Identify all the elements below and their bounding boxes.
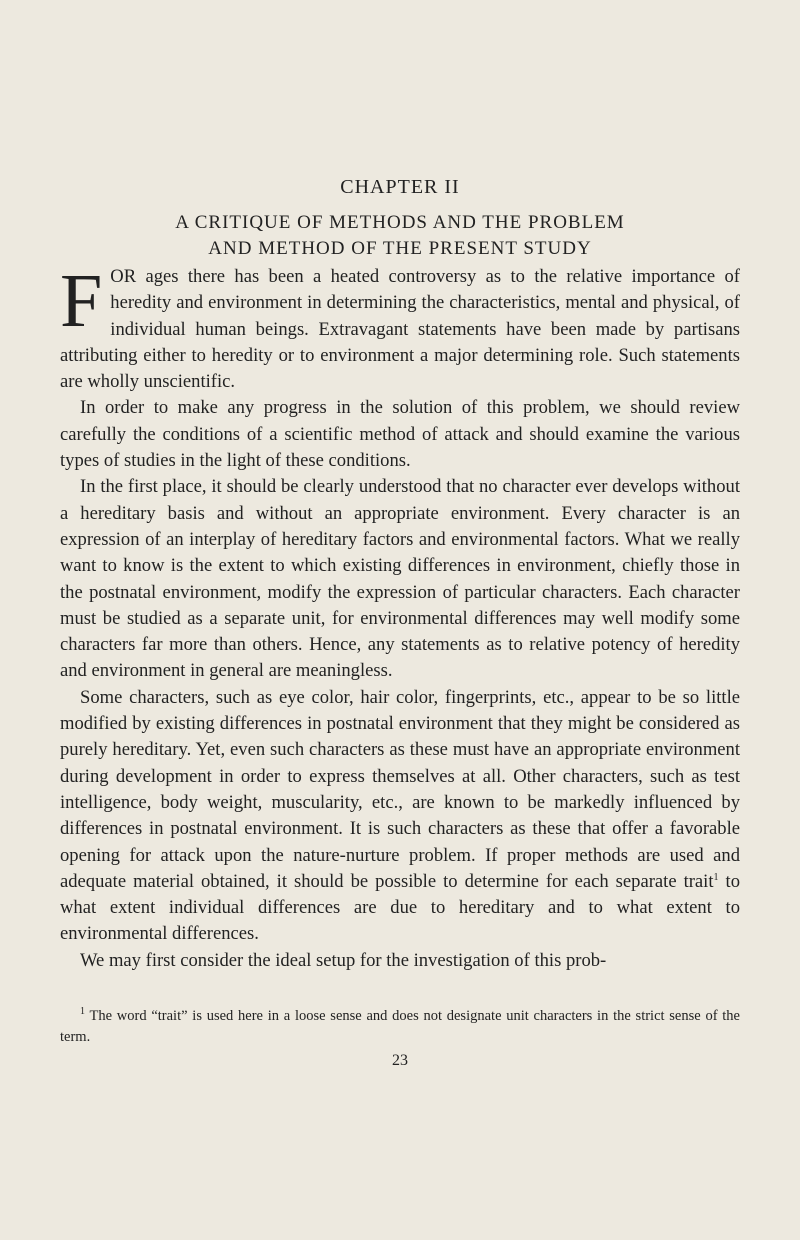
chapter-label: CHAPTER II — [340, 176, 460, 198]
paragraph-4 — [60, 685, 740, 948]
footnote-reference: 1 — [713, 871, 719, 883]
paragraph-3: In the first place, it should be clearly understood that no character ever develops without a hereditary basis and without an appropriate environment. Every character is an expression of an interplay of hereditary factors and environmental factors. What we really want to know is the extent to which existing differences in environment, chiefly those in the postnatal environment, modify the expression of particular characters. Each character must be studied as a separate unit, for environmental differences may well modify some characters far more than others. Hence, any statements as to relative potency of heredity and environment in general are meaningless. — [60, 476, 740, 682]
page-number: 23 — [392, 1052, 408, 1069]
paragraph-1 — [60, 259, 740, 395]
footnote-marker: 1 — [80, 1006, 85, 1018]
paragraph-5: We may first consider the ideal setup for the investigation of this prob- — [80, 949, 607, 971]
paragraph-1-text: OR ages there has been a heated controversy as to the relative importance of heredity and environment in determining the characteristics, mental and physical, of individual human beings. Extravagant statements have been made by partisans attributing either to heredity or to environment a major determining role. Such statements are wholly unscientific. — [60, 266, 740, 393]
chapter-title-line-2: AND METHOD OF THE PRESENT STUDY — [208, 238, 592, 259]
body-text — [60, 259, 740, 974]
chapter-title-line-1: A CRITIQUE OF METHODS AND THE PROBLEM — [175, 212, 625, 233]
drop-cap: F — [60, 259, 103, 343]
paragraph-2: In order to make any progress in the solution of this problem, we should review carefully the conditions of a scientific method of attack and should examine the various types of studies in the light of these conditions. — [60, 397, 740, 472]
paragraph-4-text-a: Some characters, such as eye color, hair color, fingerprints, etc., appear to be so little modified by existing differences in postnatal environment that they might be considered as purely hereditary. Yet, even such characters as these must have an appropriate environment during development in order to express themselves at all. Other characters, such as test intelligence, body weight, muscularity, etc., are known to be markedly influenced by differences in postnatal environment. It is such characters as these that offer a favorable opening for attack upon the nature-nurture problem. If proper methods are used and adequate material obtained, it should be possible to determine for each separate trait — [60, 686, 740, 892]
chapter-title — [60, 210, 740, 262]
footnote-text: The word “trait” is used here in a loose sense and does not designate unit characters in the strict sense of the term. — [60, 1008, 740, 1045]
footnote — [60, 1006, 740, 1048]
paragraph-4-text-b: to what extent individual differences are due to hereditary and to what extent to environmental differences. — [60, 870, 740, 945]
